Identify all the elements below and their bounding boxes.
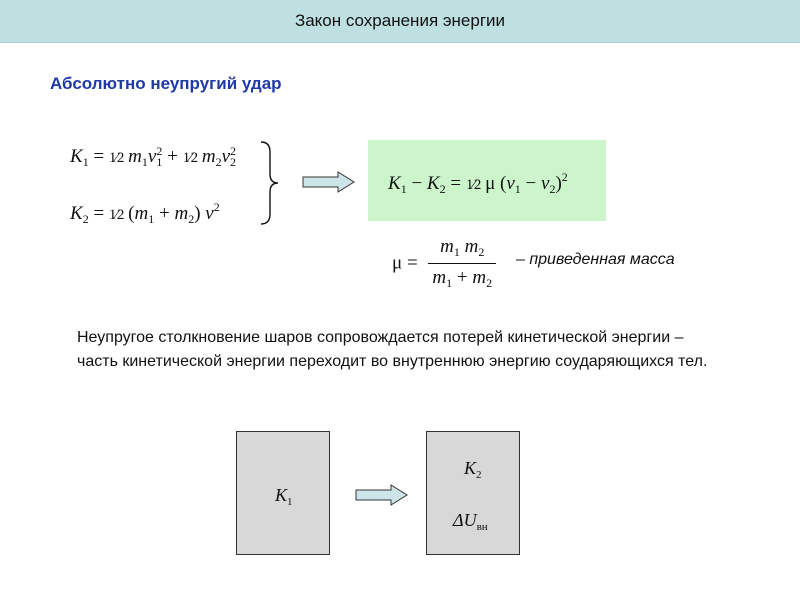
energy-after-label: $K_2$ — [464, 458, 482, 481]
description-text: Неупругое столкновение шаров сопровождается потерей кинетической энергии – часть кинетической энергии переходит во внутреннюю энергию соударяющихся тел. — [77, 329, 708, 370]
kinetic-energy-after-formula: $K_2$ = 1⁄2 $(m_1 + m_2)$ $v^2$ — [70, 200, 220, 226]
energy-loss-formula: $K_1 - K_2$ = 1⁄2 μ $(v_1 - v_2)^2$ — [388, 170, 568, 196]
reduced-mass-formula: μ = $\frac{m_1 m_2}{m_1 + m_2}$ — [392, 236, 496, 291]
section-subtitle: Абсолютно неупругий удар — [50, 74, 282, 93]
slide-title: Закон сохранения энергии — [294, 11, 506, 30]
right-brace-icon — [258, 140, 282, 226]
transition-arrow-icon — [355, 483, 409, 507]
internal-energy-label: $\Delta U_{вн}$ — [453, 510, 488, 533]
reduced-mass-label: – приведенная масса — [516, 251, 675, 268]
right-arrow-icon — [302, 170, 356, 194]
energy-before-label: $K_1$ — [275, 485, 293, 508]
slide-title-bar — [0, 0, 800, 43]
kinetic-energy-before-formula: $K_1$ = 1⁄2 $m_1v2$ 1 + 1⁄2 $m_2v2$ 2 — [70, 144, 236, 169]
energy-after-box — [426, 431, 520, 555]
